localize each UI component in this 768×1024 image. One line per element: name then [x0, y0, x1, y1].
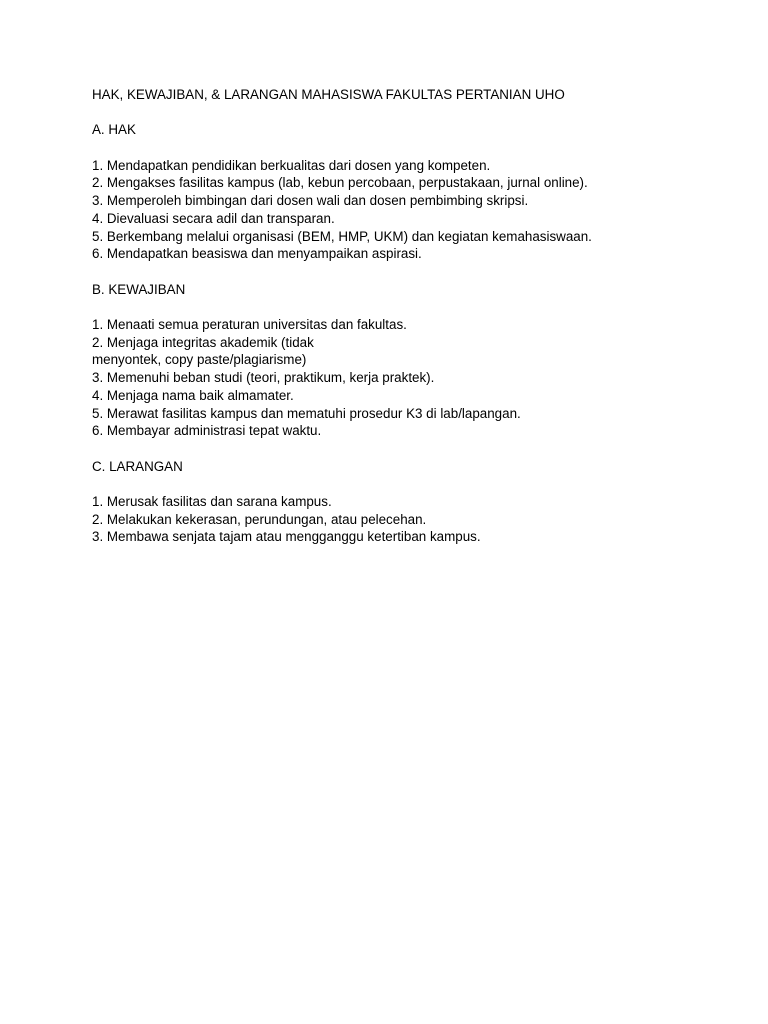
- larangan-item: 3. Membawa senjata tajam atau mengganggu ketertiban kampus.: [92, 529, 481, 545]
- spacer: [92, 104, 732, 122]
- section-heading-kewajiban: B. KEWAJIBAN: [92, 281, 186, 297]
- spacer: [92, 475, 732, 493]
- kewajiban-item: 5. Merawat fasilitas kampus dan mematuhi prosedur K3 di lab/lapangan.: [92, 405, 521, 421]
- kewajiban-item: 2. Menjaga integritas akademik (tidak: [92, 334, 314, 350]
- hak-item: 2. Mengakses fasilitas kampus (lab, kebun percobaan, perpustakaan, jurnal online).: [92, 175, 588, 191]
- larangan-item: 2. Melakukan kekerasan, perundungan, atau pelecehan.: [92, 511, 427, 527]
- kewajiban-item: 6. Membayar administrasi tepat waktu.: [92, 423, 322, 439]
- hak-item: 1. Mendapatkan pendidikan berkualitas dari dosen yang kompeten.: [92, 157, 491, 173]
- larangan-item: 1. Merusak fasilitas dan sarana kampus.: [92, 494, 332, 510]
- kewajiban-item: 3. Memenuhi beban studi (teori, praktikum, kerja praktek).: [92, 370, 435, 386]
- kewajiban-item: menyontek, copy paste/plagiarisme): [92, 352, 307, 368]
- document-page: [92, 86, 732, 546]
- section-heading-larangan: C. LARANGAN: [92, 458, 183, 474]
- document-title: HAK, KEWAJIBAN, & LARANGAN MAHASISWA FAKULTAS PERTANIAN UHO: [92, 87, 565, 102]
- section-heading-hak: A. HAK: [92, 122, 136, 138]
- spacer: [92, 298, 732, 316]
- hak-item: 4. Dievaluasi secara adil dan transparan.: [92, 210, 335, 226]
- spacer: [92, 263, 732, 281]
- spacer: [92, 139, 732, 157]
- kewajiban-item: 1. Menaati semua peraturan universitas dan fakultas.: [92, 317, 407, 333]
- hak-item: 6. Mendapatkan beasiswa dan menyampaikan aspirasi.: [92, 246, 422, 262]
- hak-item: 5. Berkembang melalui organisasi (BEM, HMP, UKM) dan kegiatan kemahasiswaan.: [92, 228, 592, 244]
- kewajiban-item: 4. Menjaga nama baik almamater.: [92, 387, 294, 403]
- hak-item: 3. Memperoleh bimbingan dari dosen wali dan dosen pembimbing skripsi.: [92, 193, 529, 209]
- spacer: [92, 440, 732, 458]
